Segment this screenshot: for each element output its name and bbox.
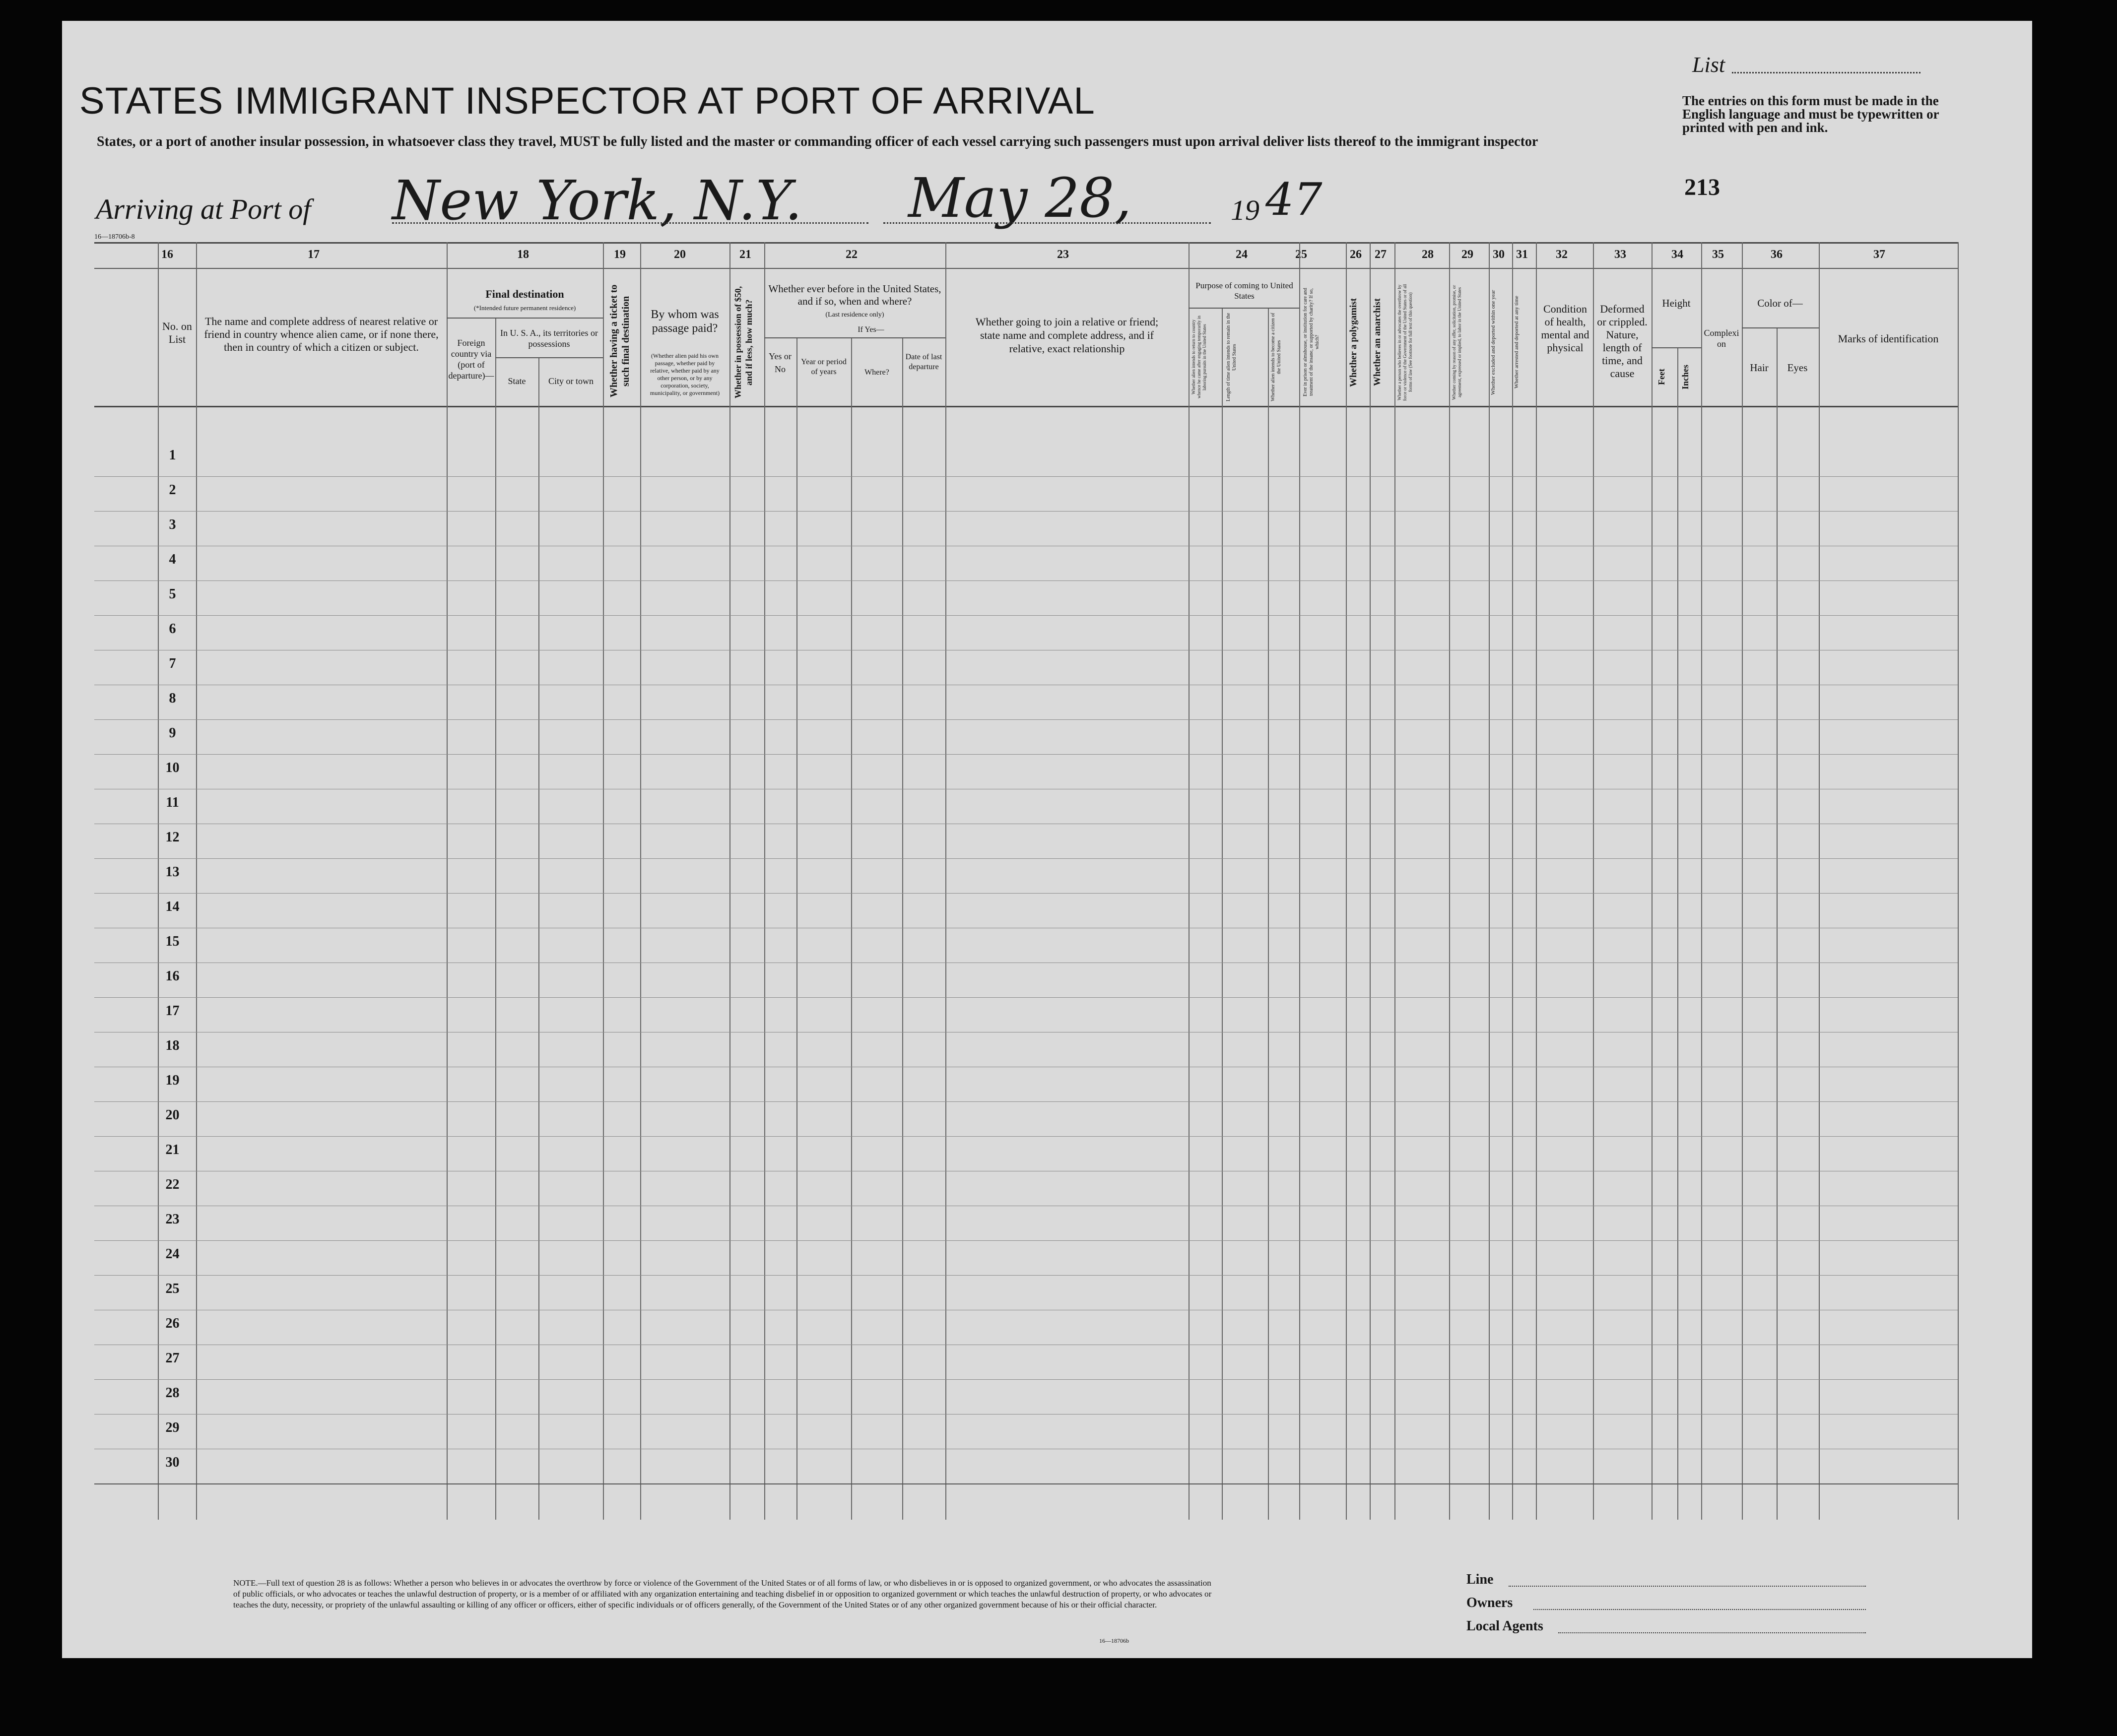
column-divider <box>1819 242 1820 1520</box>
row-rule <box>94 719 1958 720</box>
row-number: 6 <box>169 621 176 637</box>
subheader-rule <box>447 318 603 319</box>
row-number: 28 <box>165 1385 180 1401</box>
row-rule <box>94 1414 1958 1415</box>
header-color-of: Color of— <box>1757 297 1803 309</box>
header-state: State <box>508 376 526 386</box>
header-passage-paid: By whom was passage paid? <box>651 308 719 335</box>
row-number: 12 <box>165 830 180 845</box>
column-divider <box>1394 242 1395 1520</box>
header-height: Height <box>1662 297 1691 309</box>
column-number: 30 <box>1493 248 1505 261</box>
column-divider <box>1370 242 1371 1520</box>
port-handwritten: New York, N.Y. <box>392 169 802 232</box>
row-number: 1 <box>169 448 176 463</box>
header-top-rule <box>94 242 1958 244</box>
row-rule <box>94 1379 1958 1380</box>
header-yes-or-no: Yes or No <box>769 351 792 374</box>
column-divider <box>851 337 852 1520</box>
row-rule <box>94 1101 1958 1102</box>
row-rule <box>94 1275 1958 1276</box>
local-agents-field <box>1558 1632 1866 1633</box>
row-number: 23 <box>165 1212 180 1227</box>
column-number: 29 <box>1461 248 1473 261</box>
column-divider <box>1958 242 1959 1520</box>
column-number: 36 <box>1771 248 1783 261</box>
owners-label: Owners <box>1466 1595 1513 1610</box>
column-number: 26 <box>1350 248 1362 261</box>
row-rule <box>94 1136 1958 1137</box>
column-divider <box>538 357 539 1520</box>
header-feet: Feet <box>1656 369 1666 386</box>
row-number: 17 <box>165 1003 180 1019</box>
column-divider <box>1742 242 1743 1520</box>
column-divider <box>1512 242 1513 1520</box>
header-join-relative: Whether going to join a relative or friend; state name and complete address, and if relative, exact relationship <box>975 316 1159 355</box>
header-possession-50: Whether in possession of $50, and if less, how much? <box>733 286 754 399</box>
column-divider <box>447 242 448 1520</box>
row-rule <box>94 476 1958 477</box>
column-number: 22 <box>846 248 858 261</box>
footer-form-code: 16—18706b <box>1099 1637 1129 1644</box>
header-year-period: Year or period of years <box>801 358 847 376</box>
entries-instructions: The entries on this form must be made in the English language and must be typewritten or printed with pen and ink. <box>1682 93 1939 135</box>
column-divider <box>945 242 946 1520</box>
column-divider <box>1777 327 1778 1520</box>
line-field <box>1509 1586 1866 1587</box>
header-if-yes: If Yes— <box>858 325 884 334</box>
row-number: 5 <box>169 586 176 602</box>
row-number: 9 <box>169 725 176 741</box>
header-date-departure: Date of last departure <box>905 353 942 371</box>
header-purpose-length: Length of time alien intends to remain in the United States <box>1226 313 1237 402</box>
column-divider <box>495 318 496 1520</box>
header-city: City or town <box>548 376 594 386</box>
port-line <box>392 222 868 224</box>
row-number: 11 <box>166 795 179 810</box>
header-in-usa: In U. S. A., its territories or possessions <box>500 328 598 349</box>
column-number-rule <box>94 268 1958 269</box>
row-number: 13 <box>165 864 180 880</box>
year-printed: 19 <box>1231 194 1259 226</box>
header-purpose-citizen: Whether alien intends to become a citizen of the United States <box>1270 313 1282 402</box>
row-number: 29 <box>165 1420 180 1435</box>
punch-hole <box>35 213 66 244</box>
column-divider <box>729 242 730 1520</box>
list-label: List <box>1692 53 1725 77</box>
header-overthrow: Whether a person who believes in or advocates the overthrow by force or violence of the Government of the United States or of all forms of law (See footnote for full text of this question) <box>1397 284 1413 401</box>
column-divider <box>1677 347 1678 1520</box>
header-prison: Ever in prison or almshouse, or institution for care and treatment of the insane, or supported by charity? If so, which? <box>1303 288 1320 397</box>
column-divider <box>603 242 604 1520</box>
column-number: 16 <box>161 248 173 261</box>
header-arrested: Whether arrested and deported at any time <box>1514 296 1520 389</box>
row-number: 20 <box>165 1107 180 1123</box>
header-purpose-return: Whether alien intends to return to country whence he came after engaging temporarily in laboring pursuits in the United States <box>1191 316 1207 399</box>
subheader-rule <box>1742 327 1819 328</box>
row-rule <box>94 858 1958 859</box>
header-passage-paid-sub: (Whether alien paid his own passage, whether paid by relative, whether paid by any other person, or by any corporation, society, municipality, or government) <box>650 352 720 396</box>
row-number: 22 <box>165 1177 180 1192</box>
column-number: 27 <box>1375 248 1387 261</box>
header-final-destination-sub: (*Intended future permanent residence) <box>473 304 576 312</box>
header-ticket: Whether having a ticket to such final destination <box>608 284 631 398</box>
row-rule <box>94 893 1958 894</box>
header-nearest-relative: The name and complete address of nearest relative or friend in country whence alien came, or if none there, then in country of which a citizen or subject. <box>204 315 439 353</box>
column-number: 20 <box>674 248 686 261</box>
subheader-rule <box>764 337 945 338</box>
row-number: 15 <box>165 934 180 949</box>
column-number: 17 <box>308 248 320 261</box>
row-rule <box>94 754 1958 755</box>
header-complexion: Complexion <box>1704 328 1739 349</box>
header-polygamist: Whether a polygamist <box>1348 298 1359 387</box>
column-divider <box>640 242 641 1520</box>
row-rule <box>94 1240 1958 1241</box>
column-number: 28 <box>1422 248 1434 261</box>
column-divider <box>1222 308 1223 1520</box>
date-line <box>883 222 1211 224</box>
row-number: 4 <box>169 552 176 567</box>
row-number: 10 <box>165 760 180 775</box>
row-number: 2 <box>169 482 176 498</box>
header-inches: Inches <box>1680 365 1690 390</box>
column-number: 32 <box>1556 248 1568 261</box>
form-code: 16—18706b-8 <box>94 233 135 241</box>
row-number: 24 <box>165 1246 180 1262</box>
footnote-question-28: NOTE.—Full text of question 28 is as follows: Whether a person who believes in or advocates the overthrow by force or violence of the Government of the United States or of all forms of law, or who disbelieves in or is opposed to organized government, or who advocates the assassination of public officials, or who advocates or teaches the unlawful destruction of property, or is a member of or affiliated with any organization entertaining and teaching disbelief in or opposition to organized government or which teaches the unlawful destruction of property, or who advocates or teaches the duty, necessity, or propriety of the unlawful assaulting or killing of any officer or officers, either of specific individuals or of officers generally, of the Government of the United States or of any other organized government because of his or their official character. <box>233 1578 1212 1609</box>
column-number: 24 <box>1236 248 1248 261</box>
row-number: 26 <box>165 1316 180 1331</box>
column-number: 34 <box>1671 248 1683 261</box>
header-health: Condition of health, mental and physical <box>1541 303 1589 354</box>
column-divider <box>1268 308 1269 1520</box>
column-divider <box>902 337 903 1520</box>
header-ever-before-sub: (Last residence only) <box>825 311 884 319</box>
row-number: 27 <box>165 1350 180 1366</box>
header-deformed: Deformed or crippled. Nature, length of time, and cause <box>1597 303 1648 380</box>
subheader-rule <box>1189 308 1299 309</box>
form-title: STATES IMMIGRANT INSPECTOR AT PORT OF ARRIVAL <box>79 80 1095 122</box>
arriving-label: Arriving at Port of <box>96 193 311 225</box>
column-divider <box>764 242 765 1520</box>
row-number: 18 <box>165 1038 180 1053</box>
row-rule <box>94 1483 1958 1484</box>
column-divider <box>796 337 797 1520</box>
line-label: Line <box>1466 1572 1494 1587</box>
header-foreign-country: Foreign country via (port of departure)— <box>448 338 494 381</box>
row-rule <box>94 615 1958 616</box>
serial-number: 213 <box>1684 174 1720 200</box>
header-where: Where? <box>864 368 889 377</box>
column-number: 31 <box>1516 248 1528 261</box>
row-rule <box>94 511 1958 512</box>
column-divider <box>1189 242 1190 1520</box>
column-number: 25 <box>1295 248 1307 261</box>
column-divider <box>1346 242 1347 1520</box>
column-divider <box>1489 242 1490 1520</box>
row-number: 25 <box>165 1281 180 1296</box>
column-divider <box>1449 242 1450 1520</box>
subheader-rule <box>1652 347 1701 348</box>
column-divider <box>1299 242 1300 1520</box>
header-marks-identification: Marks of identification <box>1838 332 1939 345</box>
row-number: 16 <box>165 968 180 984</box>
header-labor-offer: Whether coming by reason of any offer, solicitation, promise, or agreement, expressed or implied, to labor in the United States <box>1452 285 1462 400</box>
header-hair: Hair <box>1750 362 1769 374</box>
header-anarchist: Whether an anarchist <box>1372 298 1383 386</box>
date-handwritten: May 28, <box>908 166 1132 230</box>
year-handwritten: 47 <box>1265 174 1323 226</box>
column-number: 18 <box>517 248 529 261</box>
column-divider <box>196 242 197 1520</box>
column-number: 35 <box>1712 248 1724 261</box>
manifest-sheet <box>62 21 2032 1658</box>
row-rule <box>94 580 1958 581</box>
row-number: 21 <box>165 1142 180 1157</box>
row-number: 8 <box>169 691 176 706</box>
list-number-line <box>1732 72 1920 73</box>
owners-field <box>1533 1609 1866 1610</box>
header-purpose: Purpose of coming to United States <box>1195 281 1293 301</box>
column-number: 23 <box>1057 248 1069 261</box>
header-excluded: Whether excluded and deported within one year <box>1490 290 1496 395</box>
row-number: 30 <box>165 1455 180 1470</box>
column-number: 21 <box>739 248 751 261</box>
row-rule <box>94 997 1958 998</box>
header-ever-before: Whether ever before in the United States, and if so, when and where? <box>768 283 941 307</box>
column-divider <box>1701 242 1702 1520</box>
column-divider <box>1652 242 1653 1520</box>
column-number: 37 <box>1873 248 1885 261</box>
column-divider <box>1536 242 1537 1520</box>
header-no-on-list: No. on List <box>162 320 192 345</box>
column-divider <box>1593 242 1594 1520</box>
row-number: 19 <box>165 1073 180 1088</box>
column-number: 19 <box>614 248 626 261</box>
column-number: 33 <box>1614 248 1626 261</box>
row-number: 14 <box>165 899 180 914</box>
subheader-rule <box>495 357 603 358</box>
local-agents-label: Local Agents <box>1466 1618 1543 1634</box>
row-number: 3 <box>169 517 176 532</box>
header-final-destination: Final destination <box>485 288 564 300</box>
row-number: 7 <box>169 656 176 671</box>
form-subtitle: States, or a port of another insular possession, in whatsoever class they travel, MUST be fully listed and the master or commanding officer of each vessel carrying such passengers must upon arrival deliver lists thereof to the immigrant inspector <box>97 134 1538 149</box>
header-eyes: Eyes <box>1787 362 1808 374</box>
